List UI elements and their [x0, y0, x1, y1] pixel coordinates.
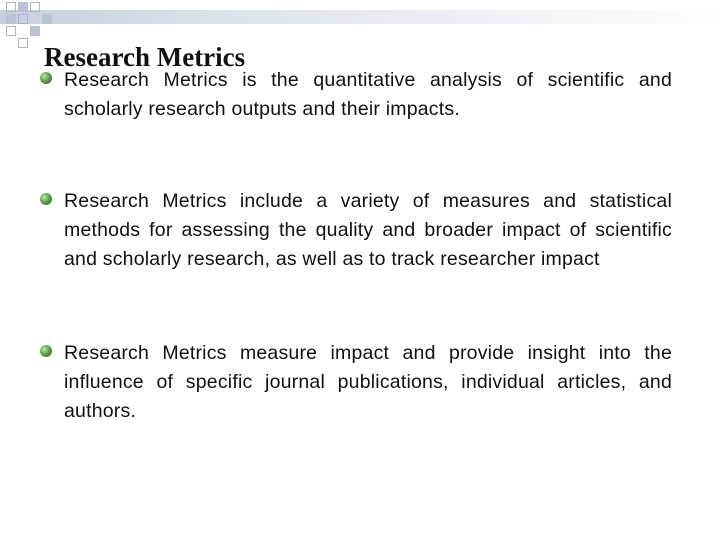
bullet-text: Research Metrics is the quantitative analysis of scientific and scholarly research outputs and their impacts.: [64, 69, 672, 120]
bullet-icon: [40, 345, 52, 357]
bullet-icon: [40, 193, 52, 205]
gradient-band: [0, 10, 720, 24]
bullet-item: [40, 66, 672, 124]
decor-square: [30, 26, 40, 36]
decor-square: [18, 2, 28, 12]
decor-square: [6, 26, 16, 36]
bullet-text: Research Metrics include a variety of measures and statistical methods for assessing the quality and broader impact of scientific and scholarly research, as well as to track researcher impact: [64, 190, 672, 270]
decor-square: [30, 2, 40, 12]
decor-square: [6, 14, 16, 24]
header-decoration: [0, 0, 720, 48]
slide-title: Research Metrics: [44, 42, 246, 72]
decor-square: [18, 14, 28, 24]
bullet-item: [40, 187, 672, 274]
bullet-icon: [40, 72, 52, 84]
decor-square: [6, 2, 16, 12]
decor-square: [18, 38, 28, 48]
bullet-item: [40, 339, 672, 426]
bullet-text: Research Metrics measure impact and provide insight into the influence of specific journal publications, individual articles, and authors.: [64, 342, 672, 422]
decor-square: [42, 14, 52, 24]
